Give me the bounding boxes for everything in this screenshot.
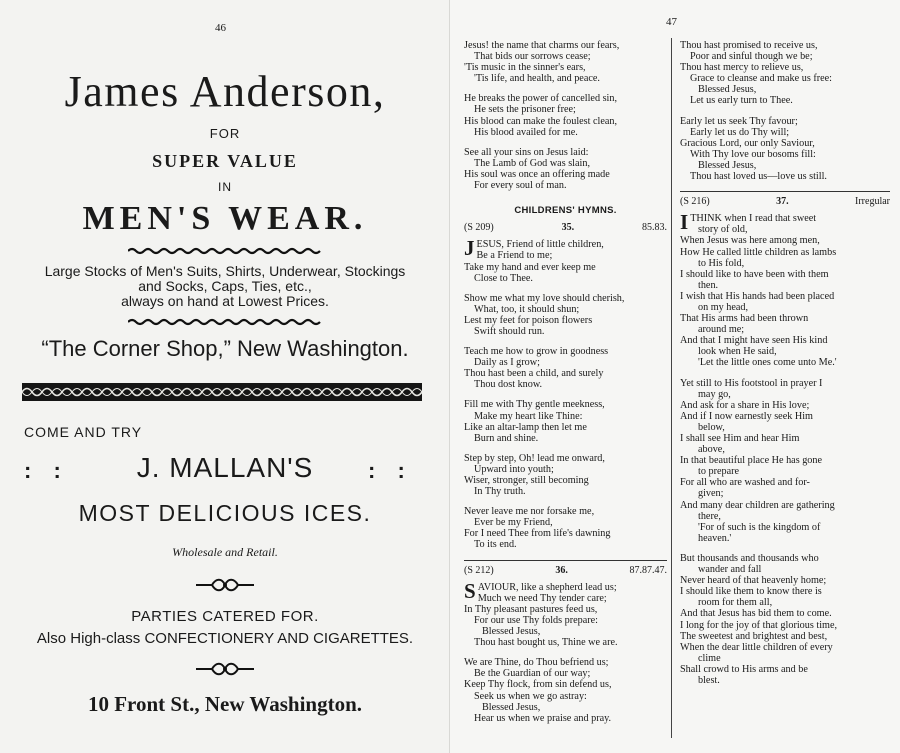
hymn-line [680, 313, 890, 324]
hymn-35-number: 35. [561, 222, 575, 234]
hymn-line-text: 'Let the little ones come unto Me.' [698, 357, 837, 369]
hymn-line-text: room for them all, [698, 597, 773, 609]
hymn-line [464, 475, 667, 486]
hymn-line [680, 84, 890, 95]
hymn-line-text: story of old, [698, 224, 748, 236]
hymn-line-text: heaven.' [698, 532, 732, 544]
hymn-line-text: Blessed Jesus, [482, 626, 541, 638]
hymn-line [680, 620, 890, 631]
hymn-36-ref: (S 212) [464, 564, 494, 576]
hymn-line-text: Gracious Lord, our only Saviour, [680, 137, 815, 149]
hymn-line [680, 40, 890, 51]
hymn-line [680, 575, 890, 586]
hymn-line [464, 40, 667, 51]
hymn-line-text: For every soul of man. [474, 180, 567, 192]
advert-title-james-anderson: James Anderson, [64, 67, 386, 116]
hymn-line-text: Blessed Jesus, [698, 84, 757, 96]
hymn-line-text: to His fold, [698, 257, 745, 269]
hymn-line-text: there, [698, 510, 721, 522]
hymn-line [464, 368, 667, 379]
hymn-line [680, 400, 890, 411]
hymn-line-text: Seek us when we go astray: [474, 690, 587, 702]
hymn-line [464, 528, 667, 539]
hymn-line-text: Keep Thy flock, from sin defend us, [464, 679, 612, 691]
hymn-line [680, 73, 890, 84]
hymn-37 [680, 210, 890, 686]
advert-stock-line-1: Large Stocks of Men's Suits, Shirts, Underwear, Stockings [44, 263, 406, 279]
hymn-line [680, 127, 890, 138]
hymn-line-text: Never leave me nor forsake me, [464, 506, 595, 518]
hymn-line-text: ESUS, Friend of little children, [476, 239, 604, 251]
hymn-line [680, 422, 890, 433]
hymn-line-text: I shall see Him and hear Him [680, 433, 800, 444]
hymn-line-text: I should like to have been with them [680, 268, 829, 280]
hymn-line [680, 291, 890, 302]
colon-marks-right: : : [368, 458, 413, 483]
hymn-line-text: Never heard of that heavenly home; [680, 575, 827, 587]
advert-confectionery: Also High-class CONFECTIONERY AND CIGARETTES. [36, 630, 414, 647]
stanza [464, 453, 667, 497]
hymn-line-text: The sweetest and brightest and best, [680, 630, 828, 642]
hymn-36-meter: 87.87.47. [629, 564, 667, 576]
hymn-line-text: Make my heart like Thine: [474, 410, 583, 422]
hymn-line [464, 93, 667, 104]
hymn-line-text: Thou hast been a child, and surely [464, 368, 604, 380]
hymn-36 [464, 578, 667, 724]
hymn-35-meter: 85.83. [641, 222, 667, 234]
hymn-line-text: look when He said, [698, 346, 777, 358]
hymn-line-text: on my head, [698, 301, 749, 313]
hymn-line [680, 324, 890, 335]
hymn-line [464, 147, 667, 158]
hymn-34-continued [464, 40, 667, 191]
advert-delicious-ices: MOST DELICIOUS ICES. [78, 500, 372, 526]
hymn-line [680, 553, 890, 564]
hymn-line [464, 713, 667, 724]
hymn-line-text: His blood can make the foulest clean, [464, 115, 618, 127]
hymn-line-text: given; [698, 488, 724, 500]
hymn-line-text: 'For of such is the kingdom of [698, 521, 821, 533]
hymn-column-right [680, 40, 890, 695]
hymn-line [464, 357, 667, 368]
hymn-line [680, 533, 890, 544]
hymn-line-text: His soul was once an offering made [464, 168, 610, 180]
hymn-line-text: He sets the prisoner free; [474, 104, 576, 116]
hymn-37-header [680, 196, 890, 207]
stanza [464, 236, 667, 284]
hymn-line [680, 235, 890, 246]
hymn-line [464, 315, 667, 326]
hymn-line [680, 171, 890, 182]
hymn-line [680, 477, 890, 488]
stanza [680, 553, 890, 686]
stanza [680, 116, 890, 183]
hymn-line [464, 626, 667, 637]
hymn-line-text: Close to Thee. [474, 272, 533, 284]
hymn-line-text: And that I might have seen His kind [680, 335, 828, 347]
hymn-line [464, 517, 667, 528]
hymn-line-text: And ask for a share in His love; [680, 399, 810, 411]
drop-cap: S [464, 578, 476, 603]
hymn-line-text: 'Tis music in the sinner's ears, [464, 62, 586, 74]
hymn-37-ref: (S 216) [680, 196, 710, 208]
hymn-line [680, 664, 890, 675]
stanza [680, 210, 890, 369]
hymn-line [680, 642, 890, 653]
hymn-line-text: Thou hast promised to receive us, [680, 40, 818, 51]
hymn-line [464, 453, 667, 464]
hymn-line-text: For I need Thee from life's dawning [464, 528, 611, 540]
hymn-line-text: Ever be my Friend, [474, 517, 553, 529]
colon-marks-left: : : [24, 458, 69, 483]
hymn-line [680, 269, 890, 280]
stanza [464, 346, 667, 390]
hymn-line [680, 302, 890, 313]
hymn-line-text: Like an altar-lamp then let me [464, 421, 587, 433]
hymn-line-text: I should like them to know there is [680, 586, 822, 598]
hymn-line [680, 258, 890, 269]
hymn-line [464, 539, 667, 550]
hymn-line-text: blest. [698, 674, 720, 686]
hymn-line-text: I long for the joy of that glorious time, [680, 619, 838, 631]
hymn-line [680, 149, 890, 160]
hymn-line [680, 411, 890, 422]
hymn-line-text: Thou dost know. [474, 379, 543, 391]
hymn-line-text: The Lamb of God was slain, [474, 157, 590, 169]
hymn-line [464, 679, 667, 690]
page-number-right: 47 [666, 16, 677, 28]
hymn-line [680, 511, 890, 522]
hymn-line [464, 51, 667, 62]
hymn-line [464, 506, 667, 517]
stanza [464, 93, 667, 137]
hymn-line-text: Show me what my love should cherish, [464, 292, 625, 304]
hymn-line [464, 668, 667, 679]
hymn-line-text: Burn and shine. [474, 432, 539, 444]
hymn-line-text: Fill me with Thy gentle meekness, [464, 399, 605, 411]
hymn-35-ref: (S 209) [464, 222, 494, 234]
stanza [464, 293, 667, 337]
hymn-line-text: around me; [698, 324, 745, 336]
hymn-line [464, 422, 667, 433]
hymn-line [464, 604, 667, 615]
hymn-line [680, 51, 890, 62]
hymn-line-text: Blessed Jesus, [698, 159, 757, 171]
hymn-line-text: And many dear children are gathering [680, 499, 835, 511]
stanza [680, 378, 890, 544]
hymn-line-text: Early let us do Thy will; [690, 126, 790, 138]
advert-mallans: J. MALLAN'S [136, 452, 314, 483]
advert-wholesale: Wholesale and Retail. [172, 545, 278, 559]
hymn-line-text: And if I now earnestly seek Him [680, 410, 813, 422]
hymn-35 [464, 236, 667, 551]
hymn-line-text: See all your sins on Jesus laid: [464, 146, 589, 158]
hymn-line [680, 378, 890, 389]
hymn-line-text: To its end. [474, 539, 517, 551]
hymn-line-text: Swift should run. [474, 325, 545, 337]
hymn-line [680, 280, 890, 291]
hymn-line [680, 357, 890, 368]
advert-corner-shop: “The Corner Shop,” New Washington. [41, 336, 409, 361]
hymn-line [680, 224, 890, 235]
hymn-line-text: to prepare [698, 466, 740, 478]
stanza [464, 40, 667, 84]
hymn-line-text: Lest my feet for poison flowers [464, 314, 593, 326]
hymn-line-text: When Jesus was here among men, [680, 235, 820, 247]
advert-stock-line-3: always on hand at Lowest Prices. [121, 293, 329, 309]
hymn-line [680, 335, 890, 346]
hymn-36-header [464, 565, 667, 576]
hymn-line [464, 433, 667, 444]
hymn-36-number: 36. [555, 564, 568, 576]
hymn-line [464, 657, 667, 668]
advert-stock-line-2: and Socks, Caps, Ties, etc., [138, 278, 312, 294]
right-page [450, 0, 900, 753]
hymn-line [464, 691, 667, 702]
hymn-line-text: Poor and sinful though we be; [690, 51, 813, 63]
hymn-line-text: He breaks the power of cancelled sin, [464, 93, 618, 105]
hymn-line-text: Yet still to His footstool in prayer I [680, 377, 823, 389]
hymn-line-text: In Thy truth. [474, 486, 526, 498]
hymn-line [464, 262, 667, 273]
hymn-line-text: We are Thine, do Thou befriend us; [464, 657, 609, 669]
hymn-line-text: How He called little children as lambs [680, 246, 837, 258]
hymn-line [680, 564, 890, 575]
hymn-divider [464, 560, 667, 561]
hymn-line-text: His blood availed for me. [474, 126, 578, 138]
hymn-line [464, 464, 667, 475]
advert-super-value: SUPER VALUE [152, 151, 298, 171]
hymn-line-text: Grace to cleanse and make us free: [690, 73, 832, 85]
drop-cap: I [680, 210, 689, 235]
hymn-line [680, 95, 890, 106]
hymn-line-text: Hear us when we praise and pray. [474, 712, 612, 724]
hymn-36-continued [680, 40, 890, 182]
hymn-line-text: And that Jesus has bid them to come. [680, 608, 832, 620]
hymn-line-text: 'Tis life, and health, and peace. [474, 73, 600, 85]
hymn-line-text: Teach me how to grow in goodness [464, 346, 609, 358]
hymn-line-text: Upward into youth; [474, 463, 554, 475]
hymn-line-text: Jesus! the name that charms our fears, [464, 40, 620, 51]
hymn-line [464, 346, 667, 357]
advert-for: FOR [209, 126, 241, 141]
hymn-line [680, 586, 890, 597]
hymn-line-text: Wiser, stronger, still becoming [464, 475, 589, 486]
column-rule [671, 38, 672, 738]
hymn-line [464, 62, 667, 73]
hymn-line [680, 247, 890, 258]
hymn-line-text: That His arms had been thrown [680, 313, 809, 325]
hymn-line [680, 160, 890, 171]
hymn-line [680, 597, 890, 608]
hymn-line-text: below, [698, 421, 725, 433]
hymn-35-header [464, 222, 667, 233]
hymn-line-text: Be the Guardian of our way; [474, 668, 591, 680]
hymn-line [464, 326, 667, 337]
hymn-line [464, 116, 667, 127]
stanza [464, 657, 667, 724]
hymn-37-meter: Irregular [855, 196, 890, 208]
hymn-line [464, 250, 667, 261]
hymn-line [680, 653, 890, 664]
hymn-line [464, 104, 667, 115]
hymn-line [464, 73, 667, 84]
wavy-rule-bottom [128, 318, 322, 326]
hymn-line-text: Shall crowd to His arms and be [680, 663, 808, 675]
hymn-line-text: Much we need Thy tender care; [477, 592, 607, 604]
hymn-line [680, 500, 890, 511]
hymn-line-text: Be a Friend to me; [476, 250, 553, 262]
hymn-line-text: With Thy love our bosoms fill: [690, 148, 816, 160]
stanza [464, 578, 667, 649]
hymn-line-text: Early let us seek Thy favour; [680, 115, 798, 127]
hymn-line-text: Let us early turn to Thee. [690, 95, 793, 107]
hymn-line-text: above, [698, 444, 725, 456]
hymn-line [464, 399, 667, 410]
stanza [680, 40, 890, 107]
hymn-line-text: wander and fall [698, 564, 762, 576]
ornament-divider-2 [194, 662, 256, 676]
hymn-line [680, 444, 890, 455]
hymn-line [464, 273, 667, 284]
hymn-line-text: For all who are washed and for- [680, 477, 810, 489]
stanza [464, 147, 667, 191]
hymn-line [464, 702, 667, 713]
hymn-line [680, 608, 890, 619]
hymn-line [464, 169, 667, 180]
advert-parties: PARTIES CATERED FOR. [131, 608, 319, 625]
hymn-line-text: Take my hand and ever keep me [464, 261, 596, 273]
hymn-line [680, 455, 890, 466]
stanza [464, 506, 667, 550]
hymn-line-text: I wish that His hands had been placed [680, 290, 835, 302]
hymn-line-text: Daily as I grow; [474, 357, 540, 369]
hymn-37-number: 37. [776, 196, 789, 208]
hymn-line [464, 293, 667, 304]
hymn-line-text: AVIOUR, like a shepherd lead us; [477, 581, 617, 593]
hymn-line-text: may go, [698, 388, 731, 400]
ornament-divider-1 [194, 578, 256, 592]
hymn-line-text: In Thy pleasant pastures feed us, [464, 603, 598, 615]
hymn-line-text: then. [698, 279, 719, 291]
hymn-line-text: For our use Thy folds prepare: [474, 614, 599, 626]
hymn-line-text: When the dear little children of every [680, 641, 833, 653]
hymn-line [680, 631, 890, 642]
hymn-line-text: Thou hast bought us, Thine we are. [474, 637, 618, 649]
hymn-line [464, 304, 667, 315]
hymn-line [464, 615, 667, 626]
hymn-line-text: Step by step, Oh! lead me onward, [464, 452, 605, 464]
page-number-left: 46 [215, 22, 226, 34]
hymn-line [680, 116, 890, 127]
hymn-line [680, 522, 890, 533]
drop-cap: J [464, 236, 475, 261]
hymn-divider [680, 191, 890, 192]
hymn-line [680, 675, 890, 686]
hymn-line [680, 62, 890, 73]
hymn-line [464, 486, 667, 497]
advert-address: 10 Front St., New Washington. [87, 692, 362, 716]
hymn-line [680, 138, 890, 149]
hymn-line-text: clime [698, 652, 721, 664]
hymn-line [680, 466, 890, 477]
hymn-line [464, 411, 667, 422]
hymn-line [680, 389, 890, 400]
ornamental-border-bar [22, 383, 422, 401]
hymn-line-text: That bids our sorrows cease; [474, 51, 591, 63]
hymn-line-text: Blessed Jesus, [482, 701, 541, 713]
advert-in: IN [218, 180, 232, 194]
hymn-line [680, 433, 890, 444]
hymn-line-text: What, too, it should shun; [474, 303, 580, 315]
hymn-line [464, 637, 667, 648]
hymn-column-left [464, 40, 667, 733]
hymn-line [680, 488, 890, 499]
hymn-line [464, 127, 667, 138]
hymn-line-text: But thousands and thousands who [680, 552, 819, 564]
hymn-line [464, 158, 667, 169]
hymn-line [680, 346, 890, 357]
advert-come-and-try: COME AND TRY [24, 424, 143, 440]
hymn-line-text: Thou hast mercy to relieve us, [680, 62, 804, 74]
hymn-line-text: In that beautiful place He has gone [680, 455, 823, 467]
wavy-rule-top [128, 247, 322, 255]
hymn-line [464, 593, 667, 604]
stanza [464, 399, 667, 443]
advert-mens-wear: MEN'S WEAR. [82, 200, 368, 237]
hymn-line-text: THINK when I read that sweet [690, 213, 817, 225]
hymn-line-text: Thou hast loved us—love us still. [690, 171, 827, 183]
hymn-line [464, 379, 667, 390]
hymn-line [464, 180, 667, 191]
section-title-childrens-hymns: CHILDRENS' HYMNS. [514, 205, 617, 217]
